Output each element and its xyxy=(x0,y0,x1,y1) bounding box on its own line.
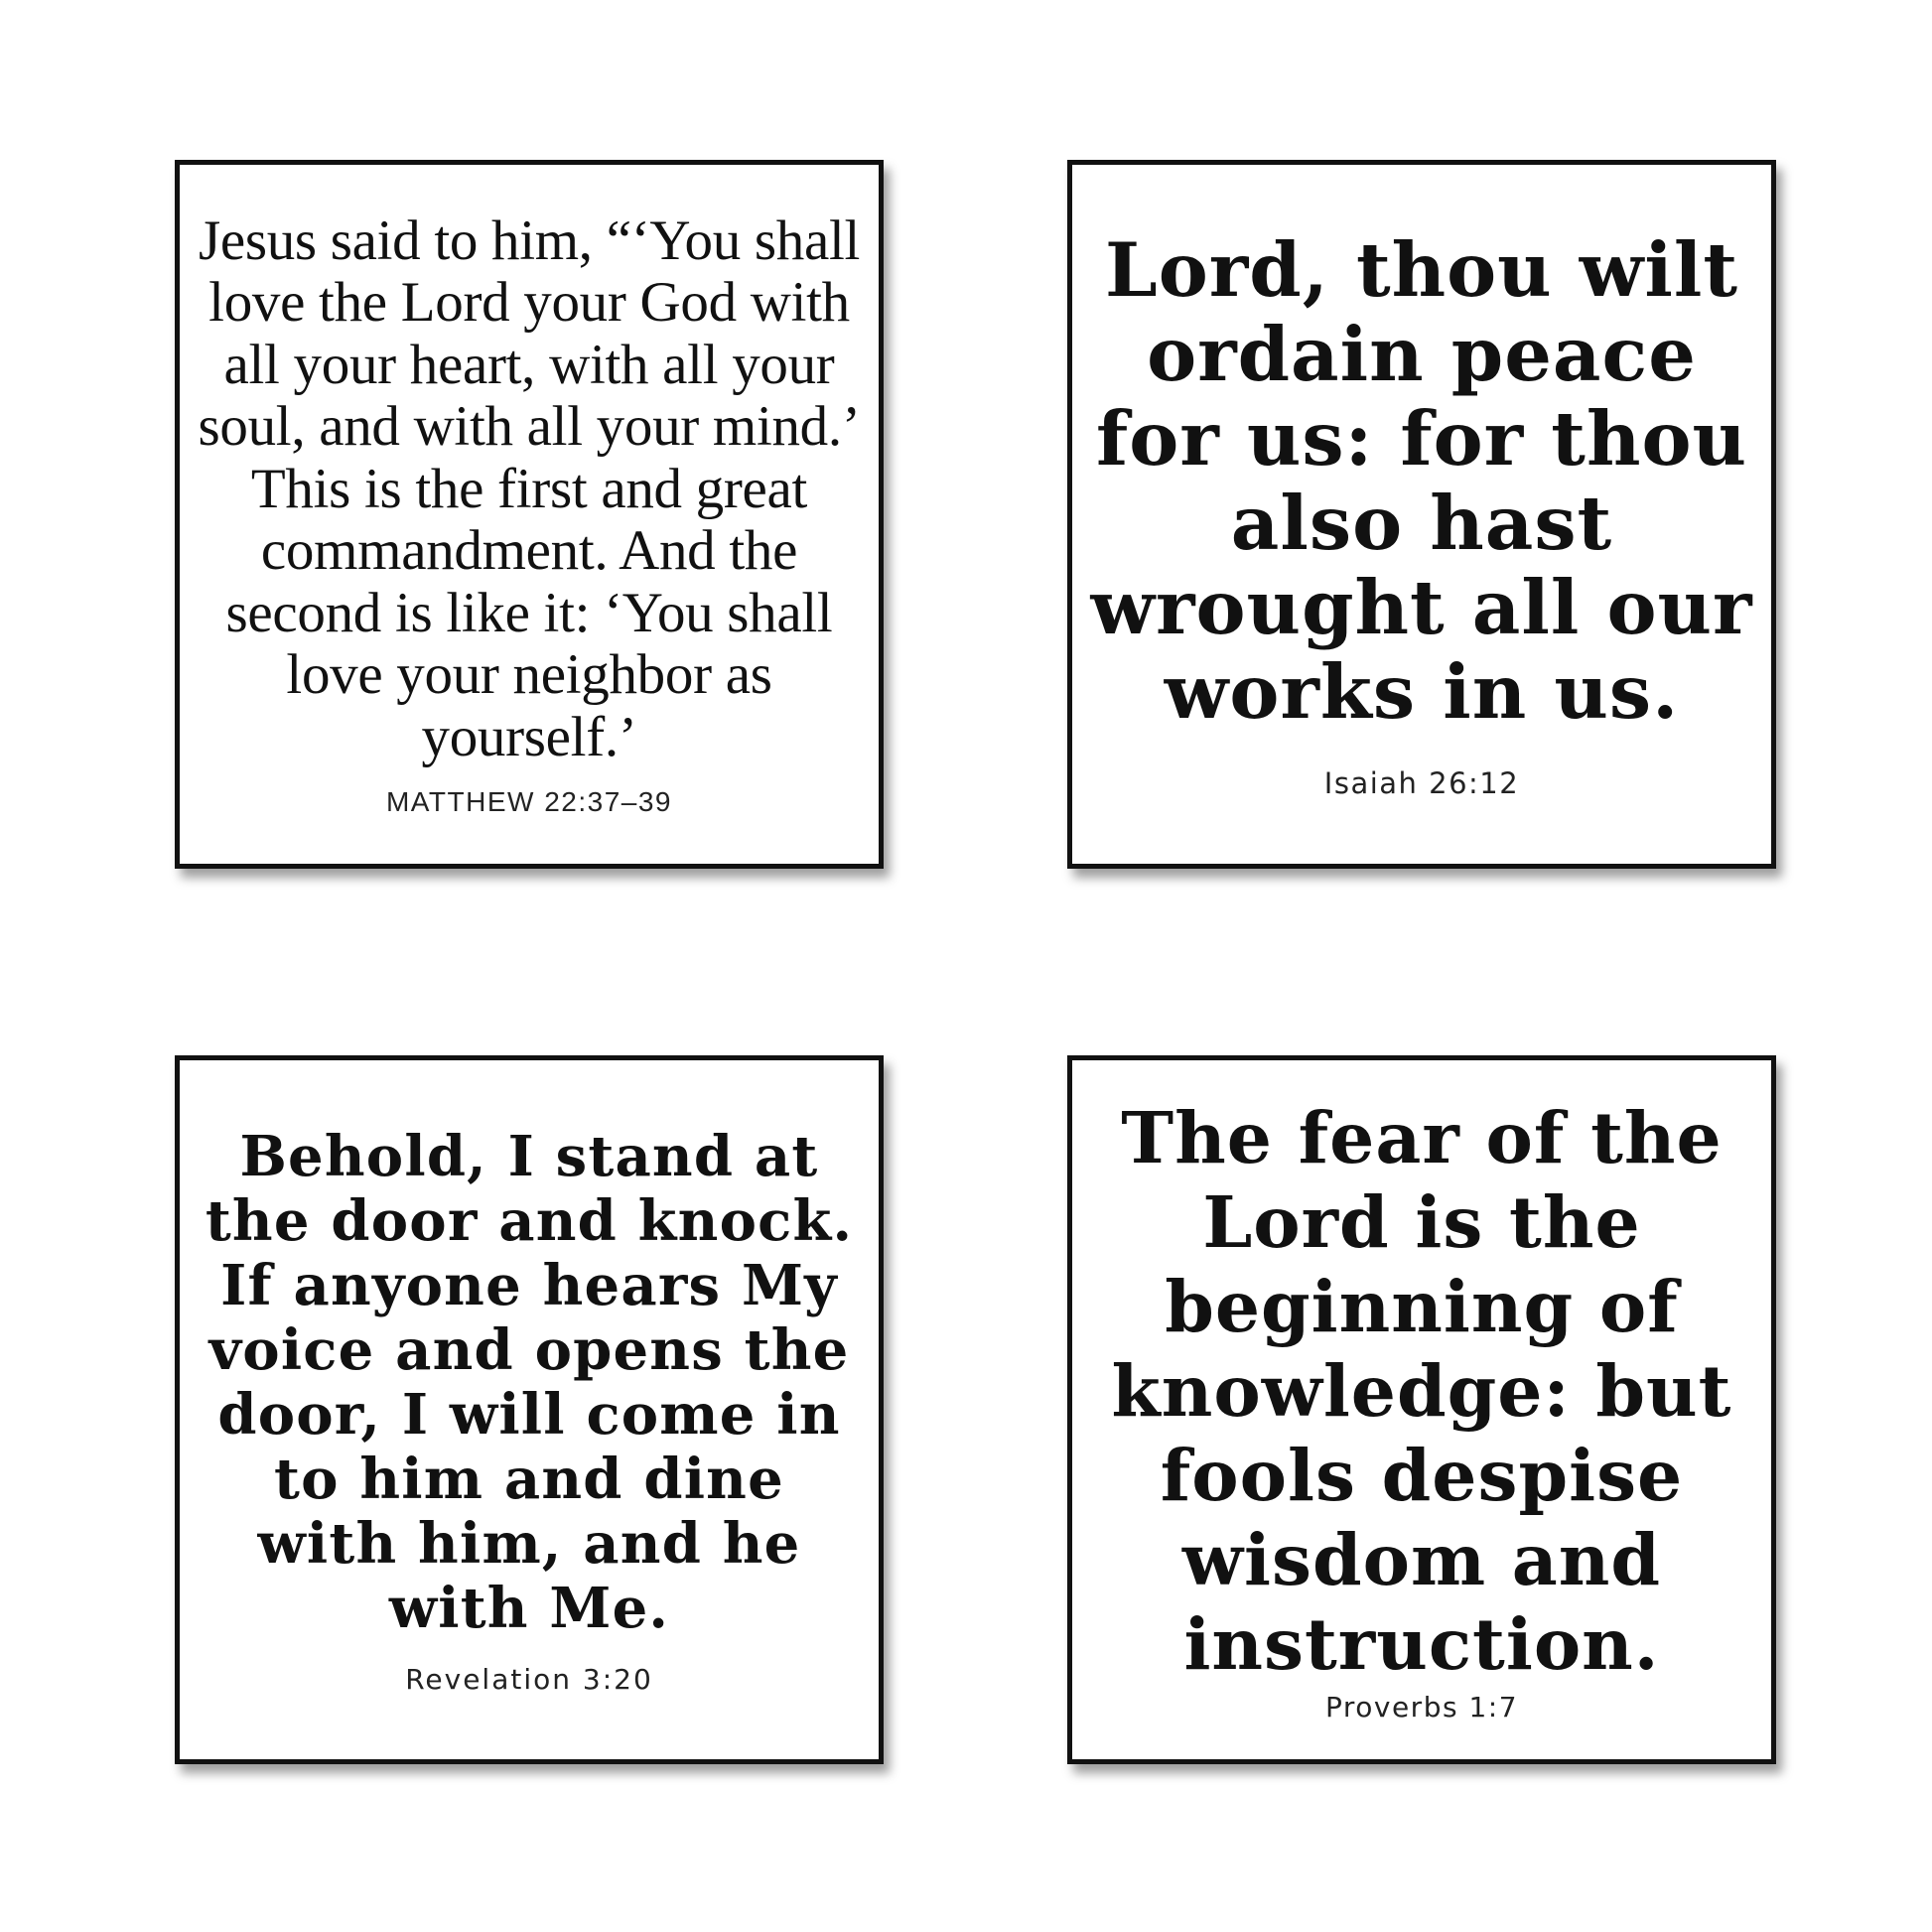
verse-line: second is like it: ‘You shall xyxy=(225,581,833,644)
verse-line: If anyone hears My xyxy=(220,1252,838,1318)
verse-line: The fear of the xyxy=(1121,1096,1723,1179)
verse-line: love your neighbor as xyxy=(286,643,772,707)
verse-line: Jesus said to him, “‘You shall xyxy=(198,208,861,272)
verse-line: works in us. xyxy=(1164,648,1680,736)
verse-text xyxy=(1112,1096,1732,1687)
verse-line: wrought all our xyxy=(1090,564,1753,651)
verse-line: to him and dine xyxy=(274,1446,784,1512)
verse-line: for us: for thou xyxy=(1095,395,1748,483)
verse-reference: Proverbs 1:7 xyxy=(1324,1691,1519,1724)
verse-text xyxy=(206,1125,853,1641)
verse-line: instruction. xyxy=(1183,1602,1660,1686)
verse-line: door, I will come in xyxy=(217,1381,841,1448)
verse-line: knowledge: but xyxy=(1111,1349,1732,1433)
verse-line: Lord, thou wilt xyxy=(1105,226,1738,314)
verse-line: Behold, I stand at xyxy=(239,1123,819,1189)
verse-line: ordain peace xyxy=(1147,311,1697,398)
verse-card-matthew xyxy=(175,160,884,869)
verse-line: also hast xyxy=(1230,480,1613,567)
verse-line: love the Lord your God with xyxy=(208,271,850,335)
verse-text xyxy=(199,210,861,769)
verse-line: Lord is the xyxy=(1202,1180,1641,1264)
verse-reference: Revelation 3:20 xyxy=(405,1662,653,1696)
verse-line: the door and knock. xyxy=(205,1187,854,1254)
verse-reference: Isaiah 26:12 xyxy=(1323,766,1520,800)
verse-line: with Me. xyxy=(388,1575,670,1641)
verse-line: all your heart, with all your xyxy=(223,333,835,396)
verse-line: This is the first and great xyxy=(250,457,808,520)
verse-line: voice and opens the xyxy=(208,1316,850,1383)
verse-card-isaiah xyxy=(1067,160,1776,869)
verse-line: with him, and he xyxy=(257,1510,801,1577)
verse-text xyxy=(1090,228,1752,735)
verse-line: commandment. And the xyxy=(260,519,798,583)
verse-line: yourself.’ xyxy=(421,705,637,768)
verse-line: soul, and with all your mind.’ xyxy=(198,395,861,459)
verse-line: beginning of xyxy=(1165,1265,1679,1348)
verse-reference: MATTHEW 22:37–39 xyxy=(385,786,673,818)
verse-card-revelation xyxy=(175,1055,884,1764)
verse-card-proverbs xyxy=(1067,1055,1776,1764)
verse-line: fools despise xyxy=(1160,1434,1684,1517)
verse-line: wisdom and xyxy=(1181,1518,1662,1601)
